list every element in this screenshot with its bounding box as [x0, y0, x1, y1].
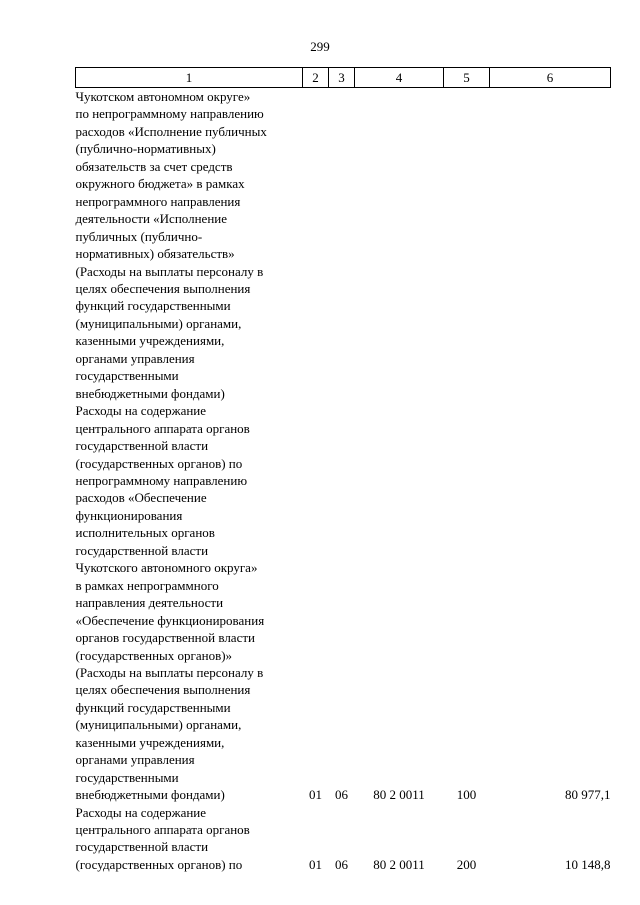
expense-type-code [444, 88, 490, 403]
description-line: функций государственными [75, 699, 231, 715]
description-line: государственной власти [75, 438, 209, 454]
description-line: Расходы на содержание [75, 403, 207, 419]
description-line: внебюджетными фондами) [75, 787, 225, 803]
column-header: 1 [76, 68, 303, 88]
column-header: 2 [303, 68, 329, 88]
description-line: деятельности «Исполнение [75, 211, 228, 227]
column-header: 5 [444, 68, 490, 88]
description-line: направления деятельности [75, 595, 224, 611]
description-line: расходов «Исполнение публичных [75, 123, 267, 139]
description-line: государственными [75, 368, 179, 384]
expense-type-code: 100 [456, 787, 477, 803]
description-line: Расходы на содержание [75, 804, 207, 820]
target-article-code: 80 2 0011 [373, 787, 425, 803]
table-row [76, 88, 611, 403]
description-line: «Обеспечение функционирования [75, 612, 265, 628]
row-description [76, 804, 303, 874]
column-header: 6 [490, 68, 611, 88]
subsection-code: 06 [335, 787, 348, 803]
subsection-code [329, 88, 355, 403]
description-line: в рамках непрограммного [75, 577, 219, 593]
description-line: целях обеспечения выполнения [75, 682, 251, 698]
row-description [76, 402, 303, 803]
column-header: 4 [355, 68, 444, 88]
description-line: целях обеспечения выполнения [75, 280, 251, 296]
description-line: публичных (публично- [75, 228, 203, 244]
description-line: государственной власти [75, 542, 209, 558]
budget-table [75, 67, 611, 873]
description-line: (муниципальными) органами, [75, 315, 242, 331]
description-line: нормативных) обязательств» [75, 246, 235, 262]
description-line: функций государственными [75, 298, 231, 314]
description-line: органами управления [75, 350, 195, 366]
description-line: исполнительных органов [75, 525, 215, 541]
description-line: государственной власти [75, 839, 209, 855]
column-header: 3 [329, 68, 355, 88]
target-article-code: 80 2 0011 [373, 856, 425, 872]
description-line: центрального аппарата органов [75, 822, 250, 838]
description-line: центрального аппарата органов [75, 420, 250, 436]
description-line: Чукотском автономном округе» [75, 89, 251, 104]
amount: 80 977,1 [565, 787, 611, 803]
table-row [76, 402, 611, 803]
description-line: органами управления [75, 752, 195, 768]
row-description [76, 88, 303, 403]
description-line: (государственных органов) по [75, 856, 243, 872]
description-line: непрограммного направления [75, 193, 241, 209]
description-line: (государственных органов)» [75, 647, 233, 663]
description-line: по непрограммному направлению [75, 106, 264, 122]
header-row [76, 68, 611, 88]
description-line: (муниципальными) органами, [75, 717, 242, 733]
description-line: казенными учреждениями, [75, 333, 225, 349]
description-line: государственными [75, 769, 179, 785]
section-code: 01 [309, 787, 322, 803]
amount [490, 88, 611, 403]
description-line: (публично-нормативных) [75, 141, 216, 157]
description-line: Чукотского автономного округа» [75, 560, 258, 576]
amount: 10 148,8 [565, 856, 611, 872]
description-line: (Расходы на выплаты персоналу в [75, 263, 264, 279]
description-line: казенными учреждениями, [75, 734, 225, 750]
expense-type-code: 200 [456, 856, 477, 872]
description-line: органов государственной власти [75, 630, 255, 646]
description-line: внебюджетными фондами) [75, 385, 225, 401]
description-line: (Расходы на выплаты персоналу в [75, 664, 264, 680]
description-line: непрограммному направлению [75, 472, 248, 488]
description-line: расходов «Обеспечение [75, 490, 207, 506]
section-code [303, 88, 329, 403]
description-line: (государственных органов) по [75, 455, 243, 471]
description-line: функционирования [75, 507, 183, 523]
section-code: 01 [309, 856, 322, 872]
target-article-code [355, 88, 444, 403]
table-row [76, 804, 611, 874]
page-number: 299 [310, 39, 330, 54]
description-line: окружного бюджета» в рамках [75, 176, 245, 192]
subsection-code: 06 [335, 856, 348, 872]
description-line: обязательств за счет средств [75, 158, 233, 174]
